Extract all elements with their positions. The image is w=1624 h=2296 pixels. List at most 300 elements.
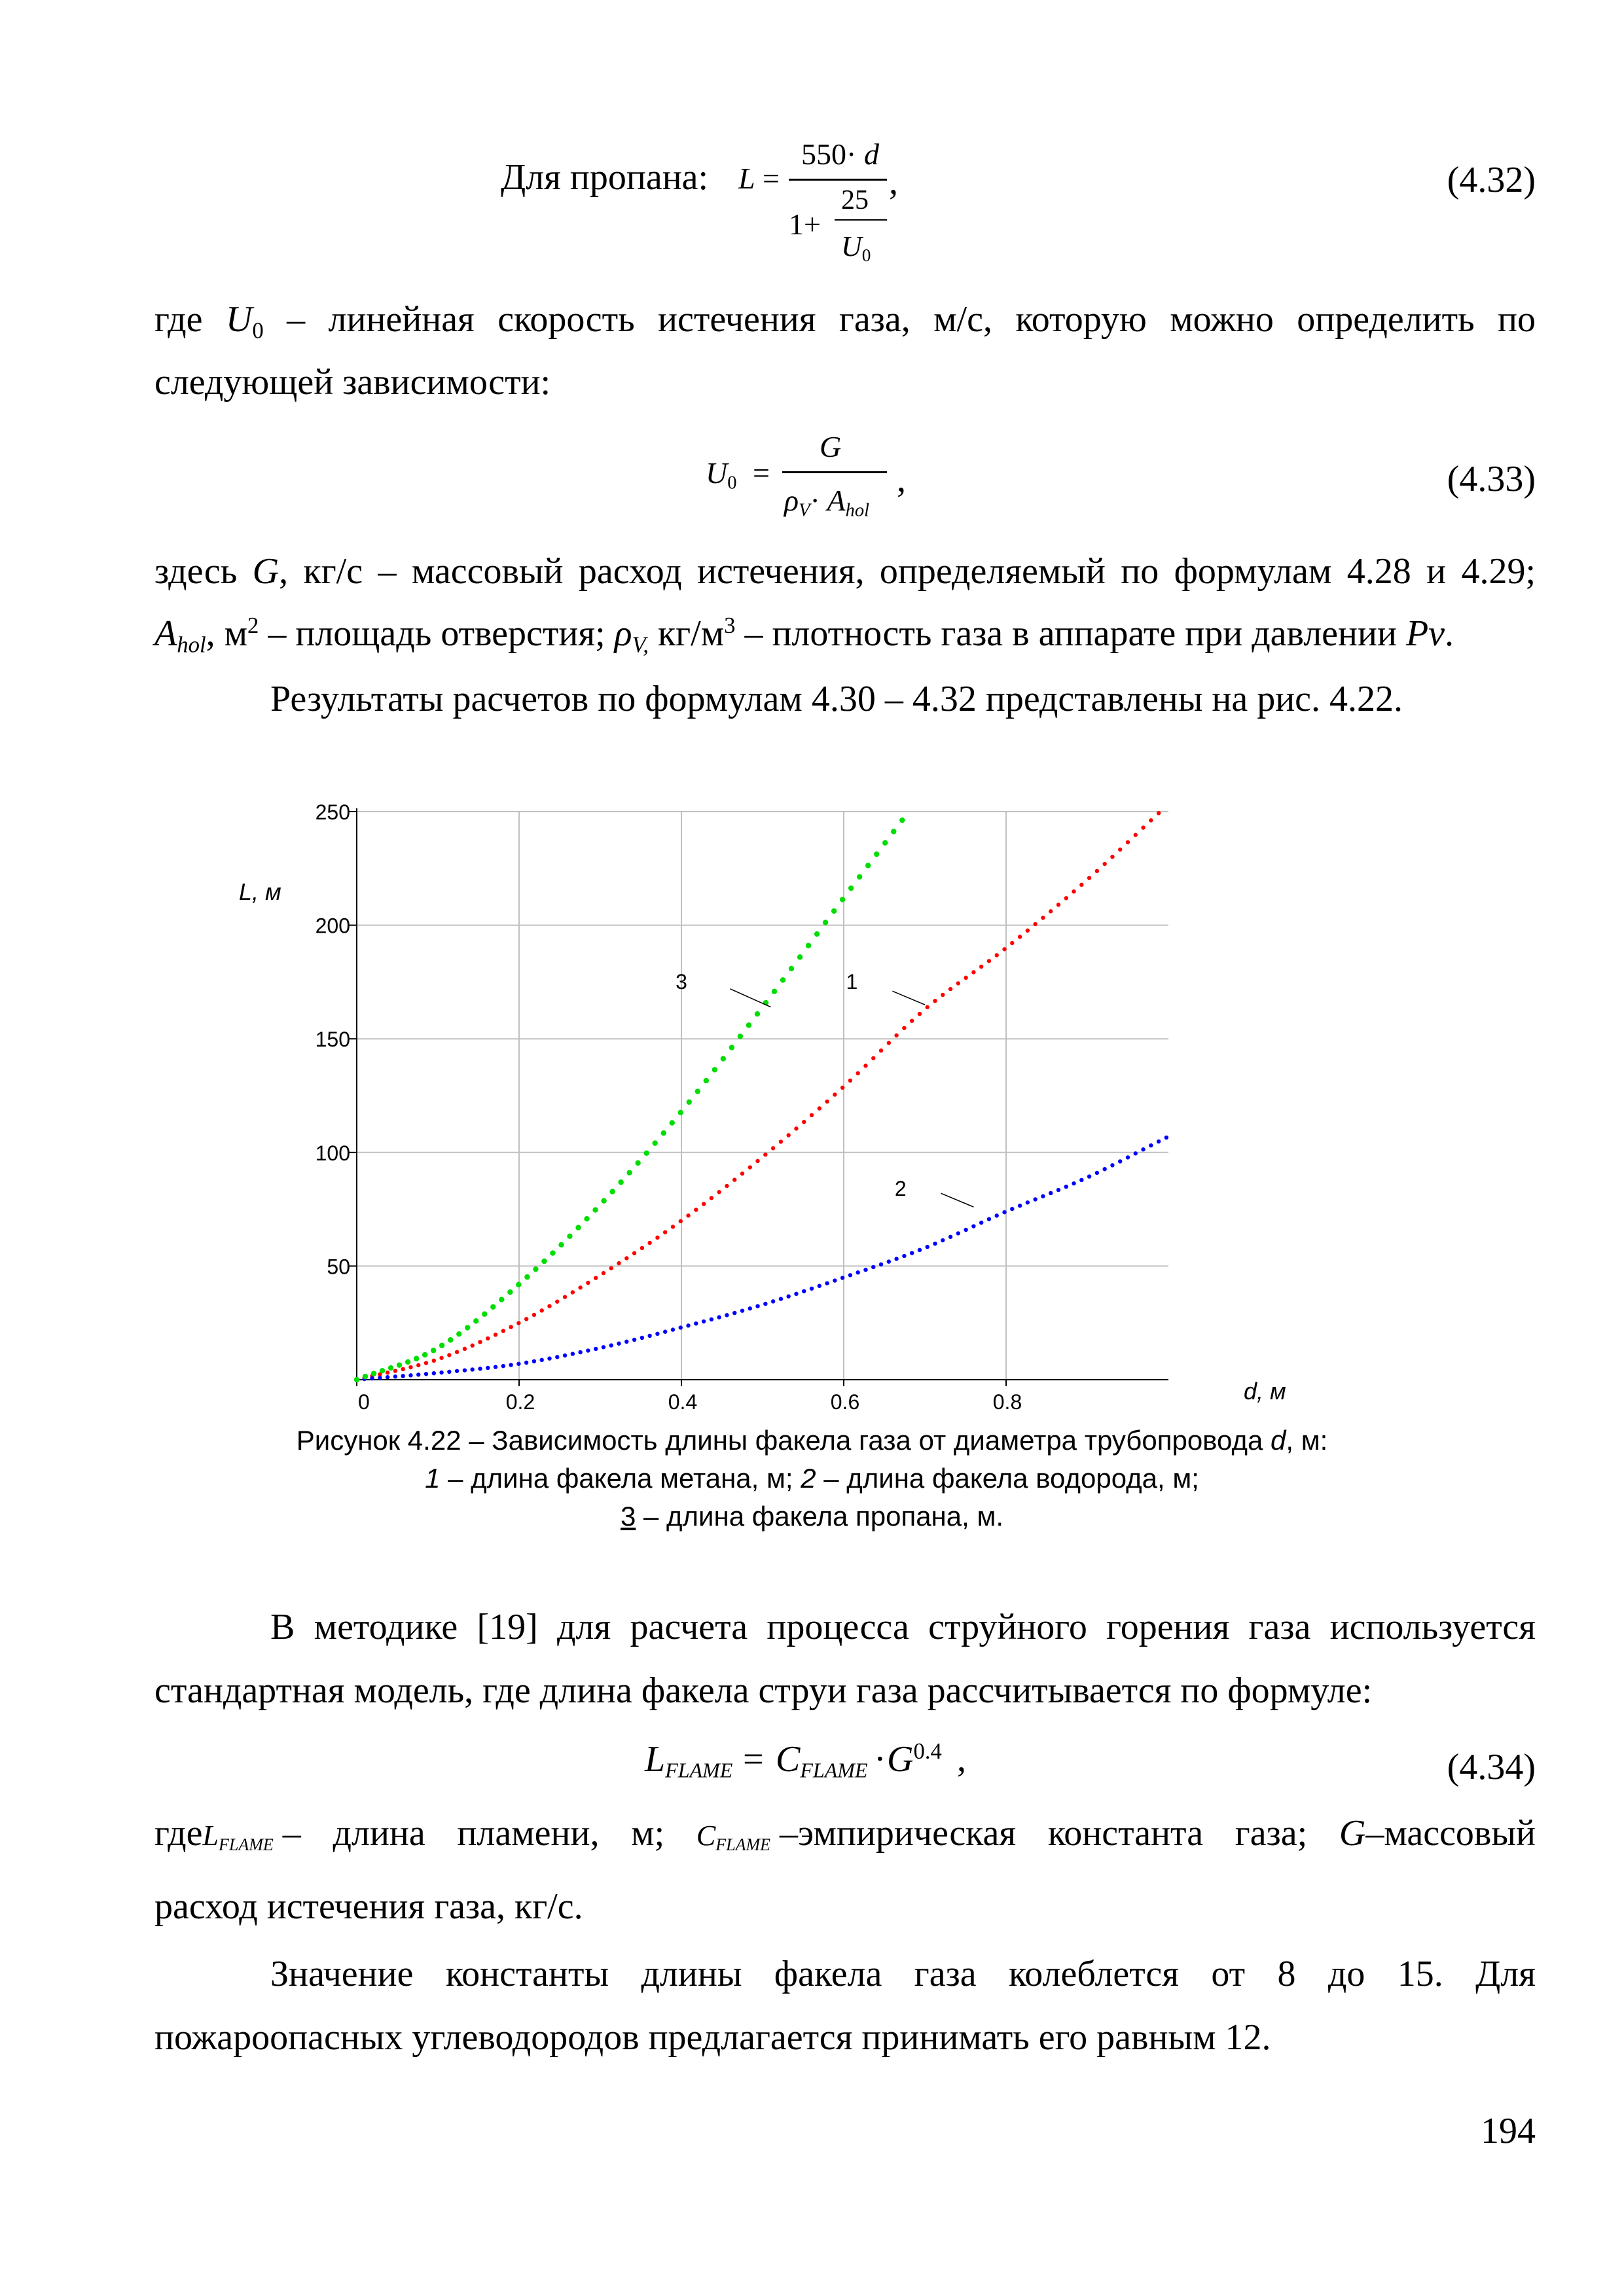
series-2-point — [840, 1276, 844, 1280]
eq432-fraction-bar — [789, 179, 887, 181]
series-1-point — [1026, 929, 1030, 933]
eq434-comma: , — [957, 1739, 966, 1780]
series-2-point — [478, 1367, 482, 1371]
series-2-point — [378, 1376, 382, 1380]
series-3-point — [643, 1151, 649, 1156]
series-1-point — [971, 970, 975, 974]
series-1-point — [640, 1246, 644, 1250]
series-3-point — [465, 1325, 470, 1330]
eq432-numerator: 550· — [801, 137, 857, 171]
y-tick-label: 150 — [315, 1028, 350, 1052]
series-2-point — [393, 1374, 397, 1378]
chart-grid — [357, 812, 1168, 1380]
series-2-point — [971, 1224, 975, 1228]
series-2-point — [956, 1231, 960, 1235]
series-3-point — [354, 1377, 359, 1382]
series-3-point — [448, 1337, 453, 1342]
flame-length-chart — [223, 792, 1286, 1427]
series-2-point — [408, 1373, 412, 1377]
series-2-point — [540, 1358, 544, 1362]
paragraph-3: Результаты расчетов по формулам 4.30 – 4.32 представлены на рис. 4.22. — [270, 679, 1403, 719]
series-3-point — [584, 1216, 589, 1221]
chart-annotations — [676, 970, 973, 1207]
series-1-point — [833, 1092, 837, 1096]
y-tick-label: 200 — [315, 914, 350, 938]
series-1-point — [786, 1133, 790, 1137]
series-3-point — [507, 1289, 513, 1295]
series-3-point — [516, 1282, 521, 1287]
series-2-point — [725, 1313, 729, 1317]
series-1-point — [586, 1281, 590, 1285]
series-1-point — [779, 1139, 783, 1143]
series-2-point — [810, 1287, 814, 1291]
series-2-point — [1110, 1163, 1114, 1167]
eq433-equals: = — [753, 456, 770, 490]
eq433-number: (4.33) — [1447, 459, 1536, 499]
series-2-point — [370, 1376, 374, 1380]
series-2-point — [755, 1304, 759, 1308]
series-2-point — [1102, 1167, 1106, 1171]
series-3-point — [601, 1198, 606, 1203]
series-3-point — [653, 1140, 658, 1145]
series-2-point — [848, 1273, 852, 1277]
paragraph-2-line-1 — [154, 553, 1536, 590]
series-1-point — [494, 1333, 497, 1336]
series-2-point — [1079, 1178, 1083, 1182]
series-1-point — [1064, 896, 1068, 900]
series-3 — [354, 817, 905, 1382]
eq432-comma: , — [889, 162, 898, 202]
y-tick-label: 100 — [315, 1141, 350, 1165]
series-1-point — [578, 1285, 582, 1289]
series-3-point — [899, 817, 905, 823]
y-tick-label: 250 — [315, 800, 350, 824]
series-1-point — [732, 1177, 736, 1181]
series-1-point — [748, 1165, 752, 1169]
series-3-point — [704, 1078, 709, 1083]
series-1-point — [1095, 869, 1099, 873]
series-3-point — [499, 1297, 504, 1302]
series-3-point — [772, 989, 777, 994]
series-3-point — [712, 1067, 717, 1072]
series-2-point — [779, 1297, 783, 1300]
series-1-point — [671, 1225, 675, 1229]
series-3-point — [482, 1312, 487, 1317]
series-3-point — [405, 1359, 410, 1365]
para2-line1-text: , кг/с – массовый расход истечения, определяемый по формулам 4.28 и 4.29; — [279, 551, 1536, 592]
series-1-point — [871, 1056, 875, 1060]
eq432-inner-numerator: 25 — [841, 185, 869, 215]
series-2-point — [694, 1321, 698, 1325]
series-3-point — [857, 874, 862, 879]
series-2-point — [494, 1365, 497, 1369]
series-2-point — [432, 1371, 436, 1375]
series-3-point — [678, 1110, 683, 1115]
eq434-dot: · — [874, 1739, 886, 1780]
series-2-point — [933, 1242, 937, 1246]
paragraph-4-line-2: стандартная модель, где длина факела струи газа рассчитывается по формуле: — [154, 1670, 1373, 1711]
series-3-point — [814, 931, 820, 937]
series-3-point — [746, 1022, 751, 1028]
paragraph-1-line-1 — [154, 299, 1536, 344]
annotation-leader-1 — [892, 991, 925, 1005]
series-3-point — [456, 1331, 461, 1336]
series-2-point — [439, 1371, 443, 1374]
series-2-point — [825, 1281, 829, 1285]
series-1-point — [1134, 833, 1138, 837]
x-tick-label: 0.2 — [505, 1390, 535, 1414]
annotation-label-1: 1 — [846, 969, 858, 994]
series-3-point — [380, 1368, 385, 1373]
series-3-point — [635, 1160, 640, 1166]
paragraph-6-line-1: Значение константы длины факела газа колеблется от 8 до 15. Для — [270, 1954, 1536, 1994]
series-3-point — [618, 1179, 623, 1185]
page-number: 194 — [1481, 2111, 1536, 2151]
series-3-point — [695, 1088, 700, 1094]
series-3-point — [780, 977, 785, 982]
series-1-point — [1056, 903, 1060, 906]
series-1-point — [624, 1256, 628, 1260]
series-3-point — [823, 920, 828, 925]
para2-here: здесь — [154, 551, 238, 592]
series-2-point — [686, 1323, 690, 1327]
series-3-point — [755, 1011, 760, 1016]
series-3-point — [490, 1304, 496, 1310]
eq432-numerator-var: d — [864, 137, 879, 171]
series-3-point — [388, 1365, 393, 1371]
series-1-point — [571, 1290, 575, 1294]
series-1-point — [532, 1313, 536, 1317]
series-1-point — [1079, 883, 1083, 887]
series-2-point — [1141, 1147, 1145, 1151]
series-1-point — [818, 1106, 821, 1110]
series-2-point — [763, 1302, 767, 1306]
series-3-point — [661, 1130, 666, 1136]
series-1-point — [540, 1308, 544, 1312]
paragraph-5-line-2: расход истечения газа, кг/с. — [154, 1886, 583, 1927]
series-2-point — [617, 1342, 621, 1346]
figure-caption-line-1: Рисунок 4.22 – Зависимость длины факела газа от диаметра трубопровода d, м: — [296, 1425, 1328, 1456]
series-3-point — [371, 1371, 376, 1376]
series-2-point — [532, 1359, 536, 1363]
eq432-inner-denominator: $U_0$ — [841, 230, 871, 266]
series-3-point — [575, 1225, 581, 1230]
series-1-point — [632, 1251, 636, 1255]
series-2-point — [918, 1248, 922, 1252]
x-tick-label: 0.4 — [668, 1390, 698, 1414]
para2-G: G — [252, 551, 280, 592]
eq433-denominator: $\rho_V\cdot A_{hol}$ — [784, 484, 870, 521]
series-1-point — [501, 1329, 505, 1333]
series-2-point — [555, 1355, 559, 1359]
series-1-point — [594, 1276, 598, 1280]
series-2-point — [1157, 1139, 1161, 1143]
para2-rhoV: $\rho_{V,}$ — [614, 613, 649, 658]
series-2-point — [987, 1217, 991, 1221]
series-2-point — [501, 1364, 505, 1368]
series-1-point — [717, 1190, 721, 1194]
series-1-point — [979, 965, 983, 969]
series-2-point — [416, 1372, 420, 1376]
series-1-point — [416, 1363, 420, 1367]
series-2-point — [1126, 1155, 1130, 1159]
eq433-comma: , — [897, 459, 906, 500]
series-3-point — [626, 1170, 632, 1175]
series-1-point — [848, 1079, 852, 1083]
series-1-point — [516, 1321, 520, 1325]
para2-Pv: Pv — [1405, 613, 1445, 654]
series-2-point — [1164, 1136, 1168, 1139]
series-3-point — [670, 1120, 675, 1125]
series-3-point — [431, 1348, 436, 1353]
series-2-point — [1018, 1204, 1022, 1208]
series-3-point — [840, 897, 845, 902]
series-2-point — [856, 1270, 860, 1274]
series-2-point — [871, 1265, 875, 1269]
series-1-point — [524, 1317, 528, 1321]
series-2-point — [894, 1257, 898, 1261]
series-1-point — [555, 1299, 559, 1303]
series-1-point — [602, 1271, 605, 1275]
eq432-inner-fraction-bar — [835, 219, 887, 221]
series-2-point — [486, 1366, 490, 1370]
x-tick-label: 0 — [358, 1390, 370, 1414]
para1-line1-text: – линейная скорость истечения газа, м/с, которую можно определить по — [287, 299, 1536, 340]
series-2-point — [647, 1334, 651, 1338]
series-3-point — [363, 1374, 368, 1379]
paragraph-5-line-1: гдеL$_{FLAME}$ – длина пламени, м; $C_{FLAME}$ –эмпирическая константа газа; G–массовый — [154, 1813, 1536, 1854]
series-3-point — [473, 1318, 478, 1323]
chart-y-label: L, м — [239, 878, 281, 905]
series-3-point — [687, 1100, 692, 1105]
series-2-point — [1072, 1181, 1075, 1185]
chart-series — [354, 811, 1168, 1382]
series-3-point — [721, 1056, 726, 1061]
series-1-point — [647, 1241, 651, 1245]
series-1-point — [1141, 825, 1145, 829]
series-1-point — [794, 1126, 798, 1130]
series-2-point — [424, 1372, 428, 1376]
series-1-point — [840, 1086, 844, 1090]
eq433-lhs: $U_0$ — [706, 456, 737, 493]
series-1-point — [478, 1340, 482, 1344]
series-2-point — [578, 1350, 582, 1354]
series-1-point — [987, 959, 991, 963]
series-1-point — [655, 1236, 659, 1240]
series-2-point — [1026, 1200, 1030, 1204]
series-2-point — [655, 1332, 659, 1336]
series-3-point — [592, 1207, 598, 1212]
series-2-point — [995, 1213, 999, 1217]
series-2-point — [879, 1263, 883, 1266]
series-3-point — [524, 1274, 530, 1280]
series-3-point — [550, 1250, 555, 1255]
series-1-point — [609, 1266, 613, 1270]
x-tick-label: 0.8 — [992, 1390, 1022, 1414]
series-1-point — [563, 1295, 567, 1299]
series-1-point — [902, 1026, 906, 1030]
y-tick-label: 50 — [327, 1255, 350, 1279]
series-2-point — [740, 1308, 744, 1312]
series-1-point — [547, 1304, 551, 1308]
annotation-leader-3 — [730, 989, 770, 1007]
series-3-point — [831, 908, 837, 914]
figure-caption-line-3: 3 – длина факела пропана, м. — [620, 1501, 1003, 1532]
series-1-point — [894, 1033, 898, 1037]
paragraph-1-line-2: следующей зависимости: — [154, 362, 551, 403]
series-1-point — [740, 1172, 744, 1175]
series-1-point — [1002, 947, 1006, 951]
series-2-point — [1149, 1143, 1153, 1147]
series-3-point — [806, 942, 811, 948]
series-1-point — [1149, 818, 1153, 822]
series-1-point — [702, 1202, 706, 1206]
series-2-point — [602, 1345, 605, 1349]
series-2-point — [547, 1356, 551, 1360]
series-1-point — [447, 1353, 451, 1357]
series-2-point — [1010, 1207, 1014, 1211]
series-2-point — [902, 1254, 906, 1258]
series-1-point — [1018, 935, 1022, 939]
series-1-point — [1072, 889, 1075, 893]
series-1-point — [455, 1350, 459, 1354]
series-2-point — [471, 1367, 475, 1371]
series-2-point — [640, 1336, 644, 1340]
eq434-C: $C_{FLAME}$ — [776, 1739, 868, 1782]
annotation-label-3: 3 — [676, 969, 687, 994]
series-2-point — [926, 1245, 929, 1249]
series-2-point — [1095, 1171, 1099, 1175]
series-1-point — [1126, 840, 1130, 844]
series-2-point — [586, 1348, 590, 1352]
eq433-numerator: G — [820, 430, 842, 463]
series-2-point — [401, 1374, 405, 1378]
series-2-point — [571, 1352, 575, 1355]
series-3-point — [865, 863, 871, 868]
series-3-point — [891, 829, 896, 834]
series-2-point — [771, 1299, 775, 1303]
series-3-point — [797, 954, 803, 960]
series-2-point — [1049, 1191, 1053, 1195]
series-2-point — [632, 1338, 636, 1342]
series-1-point — [386, 1371, 389, 1374]
series-3-point — [882, 840, 888, 846]
series-2-point — [941, 1238, 945, 1242]
series-1 — [355, 811, 1161, 1382]
series-2-point — [1118, 1159, 1122, 1163]
eq434-equals: = — [743, 1739, 764, 1780]
series-2 — [355, 1136, 1168, 1382]
eq433-fraction-bar — [782, 471, 887, 473]
series-2-point — [386, 1375, 389, 1379]
series-2-point — [663, 1330, 667, 1334]
series-3-point — [789, 966, 794, 971]
series-2-point — [786, 1295, 790, 1299]
series-1-point — [1049, 909, 1053, 913]
x-tick-label: 0.6 — [830, 1390, 860, 1414]
series-2-point — [1033, 1197, 1037, 1201]
series-1-point — [463, 1347, 467, 1351]
series-2-point — [702, 1319, 706, 1323]
series-2-point — [910, 1251, 914, 1255]
series-1-point — [1033, 922, 1037, 926]
series-2-point — [748, 1306, 752, 1310]
series-2-point — [1087, 1174, 1091, 1178]
chart-axes — [357, 808, 1168, 1380]
series-1-point — [810, 1113, 814, 1117]
series-2-point — [710, 1318, 713, 1321]
series-1-point — [408, 1365, 412, 1369]
series-3-point — [422, 1352, 427, 1357]
series-1-point — [509, 1325, 513, 1329]
series-2-point — [833, 1278, 837, 1282]
series-1-point — [995, 953, 999, 957]
series-1-point — [1041, 916, 1045, 920]
series-2-point — [863, 1268, 867, 1272]
series-1-point — [933, 999, 937, 1003]
annotation-leader-2 — [941, 1193, 974, 1207]
series-3-point — [541, 1259, 547, 1264]
paragraph-4-line-1: В методике [19] для расчета процесса струйного горения газа используется — [270, 1607, 1536, 1647]
series-2-point — [524, 1361, 528, 1365]
series-3-point — [439, 1342, 444, 1348]
series-1-point — [1087, 876, 1091, 880]
series-2-point — [802, 1289, 806, 1293]
series-1-point — [887, 1041, 891, 1045]
figure-caption-line-2: 1 – длина факела метана, м; 2 – длина факела водорода, м; — [425, 1463, 1199, 1494]
eq432-L: L — [738, 162, 755, 195]
series-1-point — [725, 1184, 729, 1188]
series-2-point — [679, 1325, 683, 1329]
series-1-point — [964, 976, 967, 980]
series-2-point — [1064, 1185, 1068, 1189]
para1-where: где — [154, 299, 203, 340]
series-1-point — [617, 1261, 621, 1265]
eq434-G: $G^{0.4}$ — [887, 1738, 942, 1780]
series-1-point — [1157, 811, 1161, 815]
series-3-point — [609, 1189, 615, 1194]
paragraph-2-line-2: $A_{hol}$, $м^2$ – площадь отверстия; $\rho_{V,}$ $кг/м^3$ – плотность газа в аппарате при давлении Pv. — [154, 612, 1454, 658]
series-2-point — [979, 1221, 983, 1225]
eq434-number: (4.34) — [1447, 1747, 1536, 1787]
series-2-point — [516, 1362, 520, 1366]
annotation-label-2: 2 — [894, 1176, 907, 1200]
chart-ticks — [316, 800, 1022, 1414]
series-1-point — [1102, 862, 1106, 866]
series-1-point — [694, 1208, 698, 1211]
series-2-point — [717, 1315, 721, 1319]
para2-Ahol: $A_{hol}$ — [154, 613, 206, 658]
series-2-point — [463, 1368, 467, 1372]
para1-U0: $U_0$ — [225, 299, 264, 344]
eq432-lead: Для пропана: — [501, 157, 709, 198]
series-1-point — [863, 1064, 867, 1067]
series-1-point — [439, 1356, 443, 1360]
eq434-L: $L_{FLAME}$ — [645, 1739, 733, 1782]
series-2-point — [1056, 1188, 1060, 1192]
series-3-point — [848, 886, 854, 891]
series-2-point — [455, 1369, 459, 1373]
series-1-point — [825, 1100, 829, 1103]
series-3-point — [738, 1033, 743, 1039]
series-1-point — [926, 1005, 929, 1009]
series-1-point — [710, 1196, 713, 1200]
series-1-point — [432, 1359, 436, 1363]
series-3-point — [397, 1362, 402, 1367]
series-1-point — [486, 1336, 490, 1340]
series-1-point — [401, 1367, 405, 1371]
series-2-point — [887, 1259, 891, 1263]
